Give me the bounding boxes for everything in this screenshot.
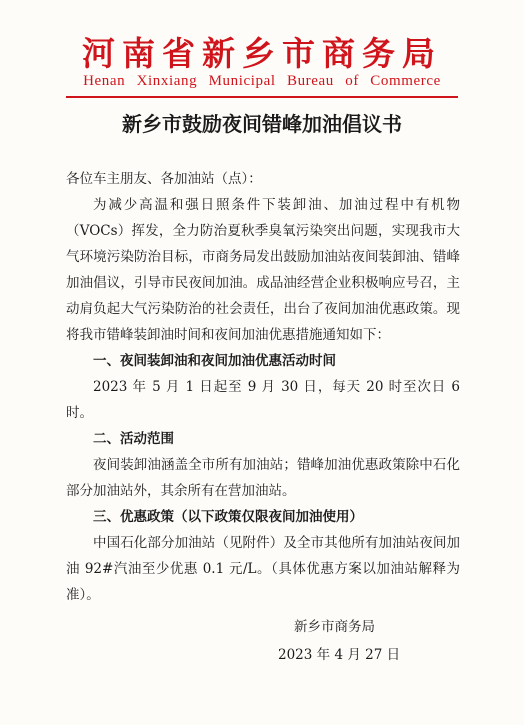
intro-paragraph: 为减少高温和强日照条件下装卸油、加油过程中有机物（VOCs）挥发，全力防治夏秋季臭氧污染突出问题，实现我市大气环境污染防治目标，市商务局发出鼓励加油站夜间装卸油、错峰加油倡议，引导市民夜间加油。成品油经营企业积极响应号召，主动肩负起大气污染防治的社会责任，出台了夜间加油优惠政策。现将我市错峰装卸油时间和夜间加油优惠措施通知如下： bbox=[66, 197, 460, 343]
document-body bbox=[66, 166, 460, 608]
section-3-heading: 三、优惠政策（以下政策仅限夜间加油使用） bbox=[93, 509, 363, 525]
section-3-body: 中国石化部分加油站（见附件）及全市其他所有加油站夜间加油 92#汽油至少优惠 0.1 元/L。（具体优惠方案以加油站解释为准）。 bbox=[66, 535, 460, 603]
signature-org: 新乡市商务局 bbox=[294, 619, 375, 635]
letterhead-org-name-cn: 河南省新乡市商务局 bbox=[82, 34, 442, 73]
signature-date: 2023 年 4 月 27 日 bbox=[278, 647, 401, 663]
letterhead-divider bbox=[66, 96, 458, 98]
salutation: 各位车主朋友、各加油站（点）： bbox=[66, 171, 262, 187]
section-2-heading: 二、活动范围 bbox=[93, 431, 174, 447]
document-title: 新乡市鼓励夜间错峰加油倡议书 bbox=[122, 112, 402, 136]
section-2-body: 夜间装卸油涵盖全市所有加油站；错峰加油优惠政策除中石化部分加油站外，其余所有在营加油站。 bbox=[66, 457, 460, 499]
section-1-heading: 一、夜间装卸油和夜间加油优惠活动时间 bbox=[93, 353, 336, 369]
section-1-body: 2023 年 5 月 1 日起至 9 月 30 日，每天 20 时至次日 6 时。 bbox=[66, 379, 460, 421]
letterhead-org-name-en: Henan Xinxiang Municipal Bureau of Commerce bbox=[83, 73, 441, 89]
